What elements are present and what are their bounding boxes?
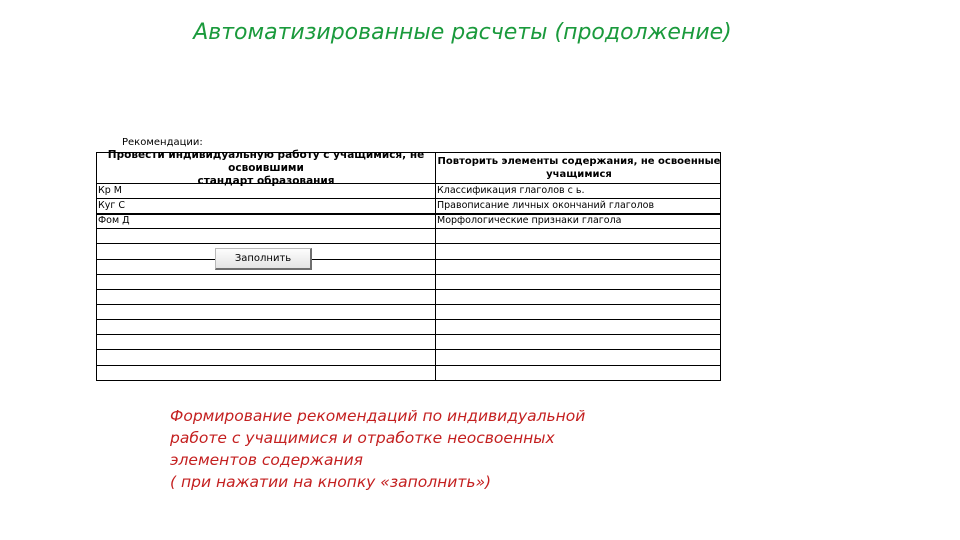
row-separator bbox=[97, 198, 720, 199]
row-separator bbox=[97, 243, 720, 244]
topic-cell: Классификация глаголов с ь. bbox=[437, 185, 585, 196]
student-cell: Фом Д bbox=[98, 215, 130, 226]
row-separator bbox=[97, 319, 720, 320]
row-separator bbox=[97, 213, 720, 215]
row-separator bbox=[97, 259, 720, 260]
row-separator bbox=[97, 274, 720, 275]
left-header-line2: стандарт образования bbox=[197, 174, 335, 187]
caption-line: Формирование рекомендаций по индивидуальной bbox=[170, 407, 586, 425]
student-cell: Куг С bbox=[98, 200, 126, 211]
slide-title: Автоматизированные расчеты (продолжение) bbox=[193, 20, 732, 45]
row-separator bbox=[97, 228, 720, 229]
row-separator bbox=[97, 304, 720, 305]
right-column-header: Повторить элементы содержания, не освоенные учащимися bbox=[437, 156, 721, 180]
left-header-line1: Провести индивидуальную работу с учащимися, не освоившими bbox=[107, 148, 425, 174]
caption-line: работе с учащимися и отработке неосвоенных bbox=[170, 429, 555, 447]
student-cell: Кр М bbox=[98, 185, 122, 196]
recommendations-sheet bbox=[96, 148, 721, 381]
row-separator bbox=[97, 349, 720, 350]
caption-line: ( при нажатии на кнопку «заполнить») bbox=[170, 473, 492, 491]
topic-cell: Морфологические признаки глагола bbox=[437, 215, 622, 226]
row-separator bbox=[97, 183, 720, 184]
topic-cell: Правописание личных окончаний глаголов bbox=[437, 200, 655, 211]
caption-line: элементов содержания bbox=[170, 451, 363, 469]
slide-caption bbox=[170, 405, 610, 493]
column-divider bbox=[435, 153, 436, 380]
row-separator bbox=[97, 289, 720, 290]
fill-button[interactable]: Заполнить bbox=[215, 248, 312, 270]
recommendations-label: Рекомендации: bbox=[122, 137, 203, 148]
row-separator bbox=[97, 365, 720, 366]
row-separator bbox=[97, 334, 720, 335]
left-column-header bbox=[97, 148, 435, 187]
